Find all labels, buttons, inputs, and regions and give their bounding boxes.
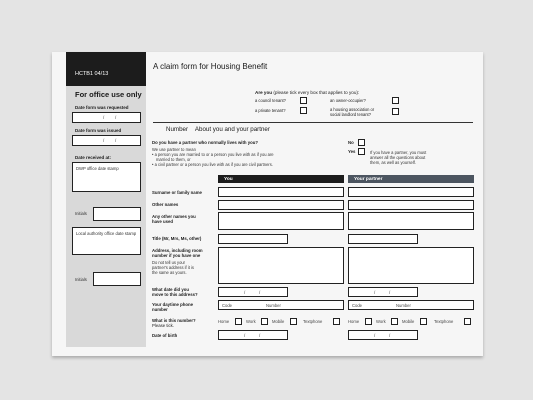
partner-question: Do you have a partner who normally lives with you?	[152, 140, 259, 145]
phone-field-partner[interactable]	[348, 300, 474, 310]
address-label: Address, including room number if you have one	[152, 248, 203, 258]
textphone-checkbox-you[interactable]	[333, 318, 340, 325]
owner-occupier-label: an owner-occupier?	[330, 98, 366, 103]
phone-number-label-partner: Number	[396, 303, 411, 308]
date-issued-field[interactable]: / /	[72, 135, 141, 146]
private-tenant-label: a private tenant?	[255, 108, 286, 113]
dwp-stamp-box[interactable]	[72, 162, 141, 192]
la-stamp-label: Local authority office date stamp	[76, 231, 137, 236]
textphone-label-partner: Textphone	[434, 319, 454, 324]
column-header-partner: Your partner	[348, 175, 474, 183]
partner-yes-checkbox[interactable]	[358, 148, 365, 155]
partner-yes-note: If you have a partner, you must answer all the questions about them, as well as yourself.	[370, 150, 427, 165]
office-use-heading: For office use only	[75, 90, 142, 99]
owner-occupier-checkbox[interactable]	[392, 97, 399, 104]
move-date-field-you[interactable]: / /	[218, 287, 288, 297]
initials-field-2[interactable]	[93, 272, 141, 286]
title-field-partner[interactable]	[348, 234, 418, 244]
any-other-names-field-partner[interactable]	[348, 212, 474, 230]
la-stamp-box[interactable]	[72, 227, 141, 255]
council-tenant-checkbox[interactable]	[300, 97, 307, 104]
partner-no-checkbox[interactable]	[358, 139, 365, 146]
date-received-label: Date received at:	[75, 155, 112, 160]
phone-code-label-partner: Code	[352, 303, 363, 308]
work-checkbox-you[interactable]	[261, 318, 268, 325]
dob-field-partner[interactable]: / /	[348, 330, 418, 340]
partner-yes-label: Yes	[348, 149, 356, 154]
any-other-names-label: Any other names you have used	[152, 214, 196, 224]
move-date-label: What date did you move to this address?	[152, 287, 198, 297]
office-use-panel	[66, 52, 146, 347]
address-field-you[interactable]	[218, 247, 344, 284]
address-note: Do not tell us your partner's address if it is the same as yours.	[152, 260, 194, 275]
are-you-heading: Are you (please tick every box that applies to you):	[255, 90, 360, 95]
part1-heading: Number About you and your partner	[166, 126, 270, 133]
dob-label: Date of birth	[152, 333, 178, 338]
other-names-field-you[interactable]	[218, 200, 344, 210]
phone-field-you[interactable]	[218, 300, 344, 310]
textphone-label-you: Textphone	[303, 319, 323, 324]
mobile-label-partner: Mobile	[402, 319, 415, 324]
home-label-partner: Home	[348, 319, 360, 324]
date-requested-field[interactable]: / /	[72, 112, 141, 123]
work-label-you: Work	[246, 319, 256, 324]
date-issued-label: Date form was issued	[75, 128, 122, 133]
initials-label-2: Initials	[75, 277, 87, 282]
address-field-partner[interactable]	[348, 247, 474, 284]
mobile-checkbox-partner[interactable]	[420, 318, 427, 325]
surname-label: Surname or family name	[152, 190, 202, 195]
initials-label-1: Initials	[75, 211, 87, 216]
private-tenant-checkbox[interactable]	[300, 107, 307, 114]
title-field-you[interactable]	[218, 234, 288, 244]
phone-number-label-you: Number	[266, 303, 281, 308]
home-checkbox-partner[interactable]	[365, 318, 372, 325]
council-tenant-label: a council tenant?	[255, 98, 286, 103]
other-names-label: Other names	[152, 202, 179, 207]
home-label-you: Home	[218, 319, 230, 324]
title-label: Title (Mr, Mrs, Ms, other)	[152, 236, 202, 241]
dwp-stamp-label: DWP office date stamp	[76, 166, 119, 171]
work-checkbox-partner[interactable]	[391, 318, 398, 325]
form-title: A claim form for Housing Benefit	[153, 62, 268, 71]
initials-field-1[interactable]	[93, 207, 141, 221]
column-header-you: You	[218, 175, 344, 183]
work-label-partner: Work	[376, 319, 386, 324]
housing-assoc-label: a housing association or social landlord tenant?	[330, 107, 375, 117]
phone-label: Your daytime phone number	[152, 302, 193, 312]
surname-field-you[interactable]	[218, 187, 344, 197]
dob-field-you[interactable]: / /	[218, 330, 288, 340]
date-requested-label: Date form was requested	[75, 105, 129, 110]
home-checkbox-you[interactable]	[235, 318, 242, 325]
partner-no-label: No	[348, 140, 354, 145]
part1-divider	[153, 122, 473, 123]
any-other-names-field-you[interactable]	[218, 212, 344, 230]
form-code: HCTB1 04/13	[75, 71, 109, 77]
phone-code-label-you: Code	[222, 303, 233, 308]
textphone-checkbox-partner[interactable]	[464, 318, 471, 325]
claim-form-sheet	[52, 52, 483, 356]
mobile-label-you: Mobile	[272, 319, 285, 324]
other-names-field-partner[interactable]	[348, 200, 474, 210]
mobile-checkbox-you[interactable]	[290, 318, 297, 325]
surname-field-partner[interactable]	[348, 187, 474, 197]
number-type-label: What is this number? Please tick.	[152, 318, 196, 328]
housing-assoc-checkbox[interactable]	[392, 108, 399, 115]
partner-definition: We use partner to mean • a person you are married to or a person you live with as if you are married to them, or • a civil partner or a person you live with as if you are civil partners.	[152, 147, 274, 167]
form-code-banner	[66, 52, 146, 86]
move-date-field-partner[interactable]: / /	[348, 287, 418, 297]
